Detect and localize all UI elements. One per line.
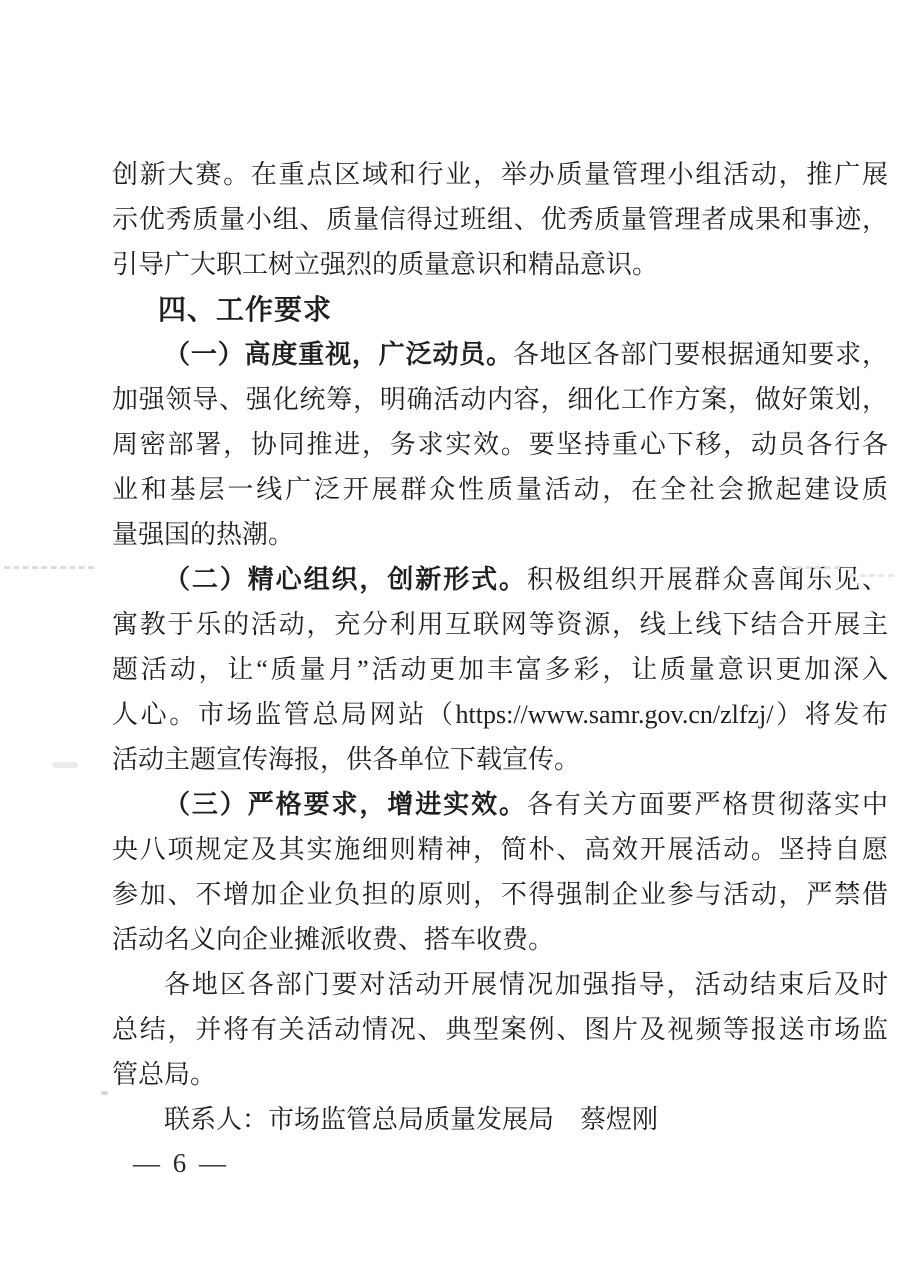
scan-artifact-dashes-right-2	[850, 574, 894, 577]
para-3-line-4: 活动名义向企业摊派收费、搭车收费。	[112, 925, 555, 954]
scan-artifact-dashes-left	[4, 566, 94, 569]
document-text-block	[112, 152, 888, 1142]
para-4-line-2: 总结，并将有关活动情况、典型案例、图片及视频等报送市场监	[112, 1015, 888, 1044]
para-3-line-3: 参加、不增加企业负担的原则，不得强制企业参与活动，严禁借	[112, 880, 888, 909]
para-3-line-2: 央八项规定及其实施细则精神，简朴、高效开展活动。坚持自愿	[112, 835, 888, 864]
para-carryover-line-2: 示优秀质量小组、质量信得过班组、优秀质量管理者成果和事迹，	[112, 205, 888, 234]
paragraph-lead: （一）高度重视，广泛动员。	[164, 340, 513, 369]
para-1-line-5: 量强国的热潮。	[112, 520, 295, 549]
paragraph-lead: （二）精心组织，创新形式。	[164, 565, 527, 594]
para-4-line-3: 管总局。	[112, 1060, 217, 1089]
scan-artifact-smudge	[52, 762, 78, 768]
page-number: — 6 —	[133, 1148, 229, 1178]
para-2-line-4: 人心。市场监管总局网站（https://www.samr.gov.cn/zlfzj/）将发布	[112, 700, 888, 729]
paragraph-lead: （三）严格要求，增进实效。	[164, 790, 527, 819]
contact-line: 联系人：市场监管总局质量发展局 蔡煜刚	[164, 1105, 659, 1134]
section-heading: 四、工作要求	[158, 294, 333, 325]
para-2-line-5: 活动主题宣传海报，供各单位下载宣传。	[112, 745, 581, 774]
para-3-line-1: （三）严格要求，增进实效。各有关方面要严格贯彻落实中	[164, 790, 888, 819]
para-carryover-line-3: 引导广大职工树立强烈的质量意识和精品意识。	[112, 250, 659, 279]
para-2-line-2: 寓教于乐的活动，充分利用互联网等资源，线上线下结合开展主	[112, 610, 888, 639]
para-1-line-3: 周密部署，协同推进，务求实效。要坚持重心下移，动员各行各	[112, 430, 888, 459]
para-4-line-1: 各地区各部门要对活动开展情况加强指导，活动结束后及时	[164, 970, 888, 999]
para-2-line-1: （二）精心组织，创新形式。积极组织开展群众喜闻乐见、	[164, 565, 888, 594]
para-1-line-4: 业和基层一线广泛开展群众性质量活动，在全社会掀起建设质	[112, 475, 888, 504]
para-carryover-line-1: 创新大赛。在重点区域和行业，举办质量管理小组活动，推广展	[112, 160, 888, 189]
scan-artifact-dot	[101, 1091, 108, 1095]
scan-artifact-dashes-right	[786, 566, 840, 569]
para-2-line-3: 题活动，让“质量月”活动更加丰富多彩，让质量意识更加深入	[112, 655, 888, 684]
para-1-line-1: （一）高度重视，广泛动员。各地区各部门要根据通知要求，	[164, 340, 888, 369]
para-1-line-2: 加强领导、强化统筹，明确活动内容，细化工作方案，做好策划，	[112, 385, 888, 414]
